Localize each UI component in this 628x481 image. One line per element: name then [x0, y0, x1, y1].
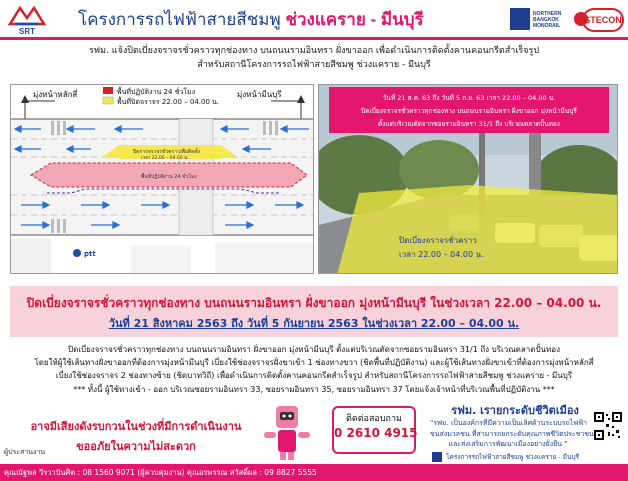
contact-number[interactable]: 0 2610 4915: [334, 426, 418, 440]
dir-left-label: มุ่งหน้าหลักสี่: [33, 90, 78, 99]
project-badge: [432, 452, 592, 464]
work-time: เวลา 22.00 – 04.00 น.: [141, 156, 189, 161]
project-badge-text: โครงการรถไฟฟ้าสายสีชมพู ช่วงแคราย - มีนบุรี: [446, 453, 580, 461]
closure-overlay: [337, 185, 618, 274]
traffic-diagram: [10, 84, 314, 274]
overlay-label-2: เวลา 22.00 – 04.00 น.: [399, 250, 484, 259]
legend-24h-label: พื้นที่ปฏิบัติงาน 24 ชั่วโมง: [117, 88, 196, 96]
traffic-diagram-svg: [11, 85, 314, 274]
mission-line-3: และส่งเสริมการพัฒนาเมืองอย่างยั่งยืน ": [448, 440, 568, 448]
apology-line-1: อาจมีเสียงดังรบกวนในช่วงที่มีการดำเนินงาน: [30, 420, 242, 433]
work-label: ปิดการจราจรชั่วคราวเพื่อติดตั้ง: [133, 149, 201, 155]
nbm-logo: [510, 8, 564, 32]
nbm-text-2: BANGKOK: [533, 17, 559, 23]
detail-line-3: เบี่ยงใช้ช่องจราจร 2 ช่องทางซ้าย (ชิดบาทวิถี) เพื่อดำเนินการติดตั้งคานคอนกรีตสำเร็จรูป สำหรับสถานีโครงการรถไฟฟ้าสายสีชมพู ช่วงแคราย - มีนบุรี: [55, 371, 573, 381]
arrow-up-icon: [21, 95, 29, 103]
page-title: [78, 6, 424, 33]
title-main: โครงการรถไฟฟ้าสายสีชมพู: [78, 10, 281, 29]
mascot-icon: [254, 402, 320, 462]
ptt-icon: [73, 249, 81, 257]
legend-night-label: พื้นที่ปิดจราจร 22.00 – 04.00 น.: [117, 98, 220, 106]
detail-text: [10, 343, 618, 396]
srt-logo-icon: [6, 4, 48, 26]
intro-line-1: รฟม. แจ้งปิดเบี่ยงจราจรชั่วคราวทุกช่องทาง บนถนนรามอินทรา ฝั่งขาออก เพื่อดำเนินการติดตั้งคานคอนกรีตสำเร็จรูป: [88, 46, 540, 56]
mission-text: [430, 418, 594, 450]
legend-24h-swatch: [103, 87, 113, 94]
nbm-text-3: MONORAIL: [533, 23, 561, 29]
stecon-logo: [570, 8, 624, 32]
info-line-1: วันที่ 21 ส.ค. 63 ถึง วันที่ 5 ก.ย. 63 เวลา 22.00 – 04.00 น.: [382, 94, 556, 102]
notice-headline: ปิดเบี่ยงจราจรชั่วคราวทุกช่องทาง บนถนนรามอินทรา ฝั่งขาออก มุ่งหน้ามีนบุรี ในช่วงเวลา 22.00 – 04.00 น.: [26, 296, 602, 310]
arrow-up-right-icon: [297, 95, 305, 103]
intro-line-2: สำหรับสถานีโครงการรถไฟฟ้าสายสีชมพู ช่วงแคราย - มีนบุรี: [197, 60, 431, 70]
coordinator-label: ผู้ประสานงาน: [4, 448, 46, 456]
ptt-label: ptt: [84, 250, 96, 258]
mission-line-1: "รฟม. เป็นองค์กรที่มีความเป็นเลิศด้านระบบรถไฟฟ้า: [430, 419, 588, 427]
detail-line-2: โดยให้ผู้ใช้เส้นทางฝั่งขาออกที่ต้องการมุ่งหน้ามีนบุรี เบี่ยงใช้ช่องจราจรฝั่งขาเข้า 1 ช่องทางขวา (ชิดพื้นที่ปฏิบัติงาน) และผู้ใช้เส้นทางฝั่งขาเข้าที่ต้องการมุ่งหน้าหลักสี่: [34, 358, 594, 368]
qr-code-icon[interactable]: [594, 412, 622, 440]
site-photo-svg: [319, 85, 618, 274]
dir-right-label: มุ่งหน้ามีนบุรี: [237, 90, 282, 99]
stecon-logo-text: STECON: [582, 8, 624, 32]
detail-line-4: *** ทั้งนี้ ผู้ใช้ทางเข้า - ออก บริเวณซอยรามอินทรา 33, ซอยรามอินทรา 35, ซอยรามอินทรา 37 โดยแจ้งเจ้าหน้าที่บริเวณพื้นที่ปฏิบัติงาน ***: [73, 384, 555, 394]
contact-box: [332, 406, 416, 454]
legend-night-swatch: [103, 97, 113, 104]
srt-logo-text: SRT: [19, 27, 35, 36]
overlay-label-1: ปิดเบี่ยงจราจรชั่วคราว: [399, 236, 477, 245]
detail-line-1: ปิดเบี่ยงจราจรชั่วคราวทุกช่องทาง บนถนนรามอินทรา ฝั่งขาออก มุ่งหน้ามีนบุรี ตั้งแต่บริเวณตัดจากซอยรามอินทรา 31/1 ถึง บริเวณตลาดปั้นทอง: [68, 345, 560, 354]
title-route: ช่วงแคราย - มีนบุรี: [285, 10, 424, 29]
footer-bar: [0, 464, 628, 481]
nbm-text-1: NORTHERN: [533, 11, 562, 17]
info-line-2: ปิดเบี่ยงจราจรชั่วคราวทุกช่องทาง บนถนนรามอินทรา ฝั่งขาออก มุ่งหน้ามีนบุรี: [361, 107, 577, 115]
header: [0, 0, 628, 40]
intro-text: [0, 44, 628, 72]
slogan: รฟม. เรายกระดับชีวิตเมือง: [451, 404, 579, 417]
footer-contacts: คุณณัฐพล วีรวาปันศิต : 08 1560 9071 (ผู้ควบคุมงาน) คุณอรพรรณ สวัสดิ์ผล : 09 8827 5555: [4, 468, 317, 477]
srt-logo: [6, 4, 48, 36]
notice-dates: วันที่ 21 สิงหาคม 2563 ถึง วันที่ 5 กันยายน 2563 ในช่วงเวลา 22.00 – 04.00 น.: [108, 317, 520, 330]
info-line-3: ตั้งแต่บริเวณตัดจากซอยรามอินทรา 31/1 ถึง บริเวณตลาดปั้นทอง: [378, 120, 560, 128]
median-label: พื้นที่ปฏิบัติงาน 24 ชั่วโมง: [141, 174, 197, 180]
apology-line-2: ขออภัยในความไม่สะดวก: [76, 440, 196, 453]
site-photo: [318, 84, 618, 274]
project-badge-icon: [432, 452, 442, 462]
contact-label: ติดต่อสอบถาม: [346, 414, 402, 424]
nbm-logo-mark-icon: [510, 8, 530, 30]
notice-box: [10, 286, 618, 337]
mission-line-2: ขนส่งมวลชน ที่สามารถยกระดับคุณภาพชีวิตประชาชน: [430, 429, 594, 438]
